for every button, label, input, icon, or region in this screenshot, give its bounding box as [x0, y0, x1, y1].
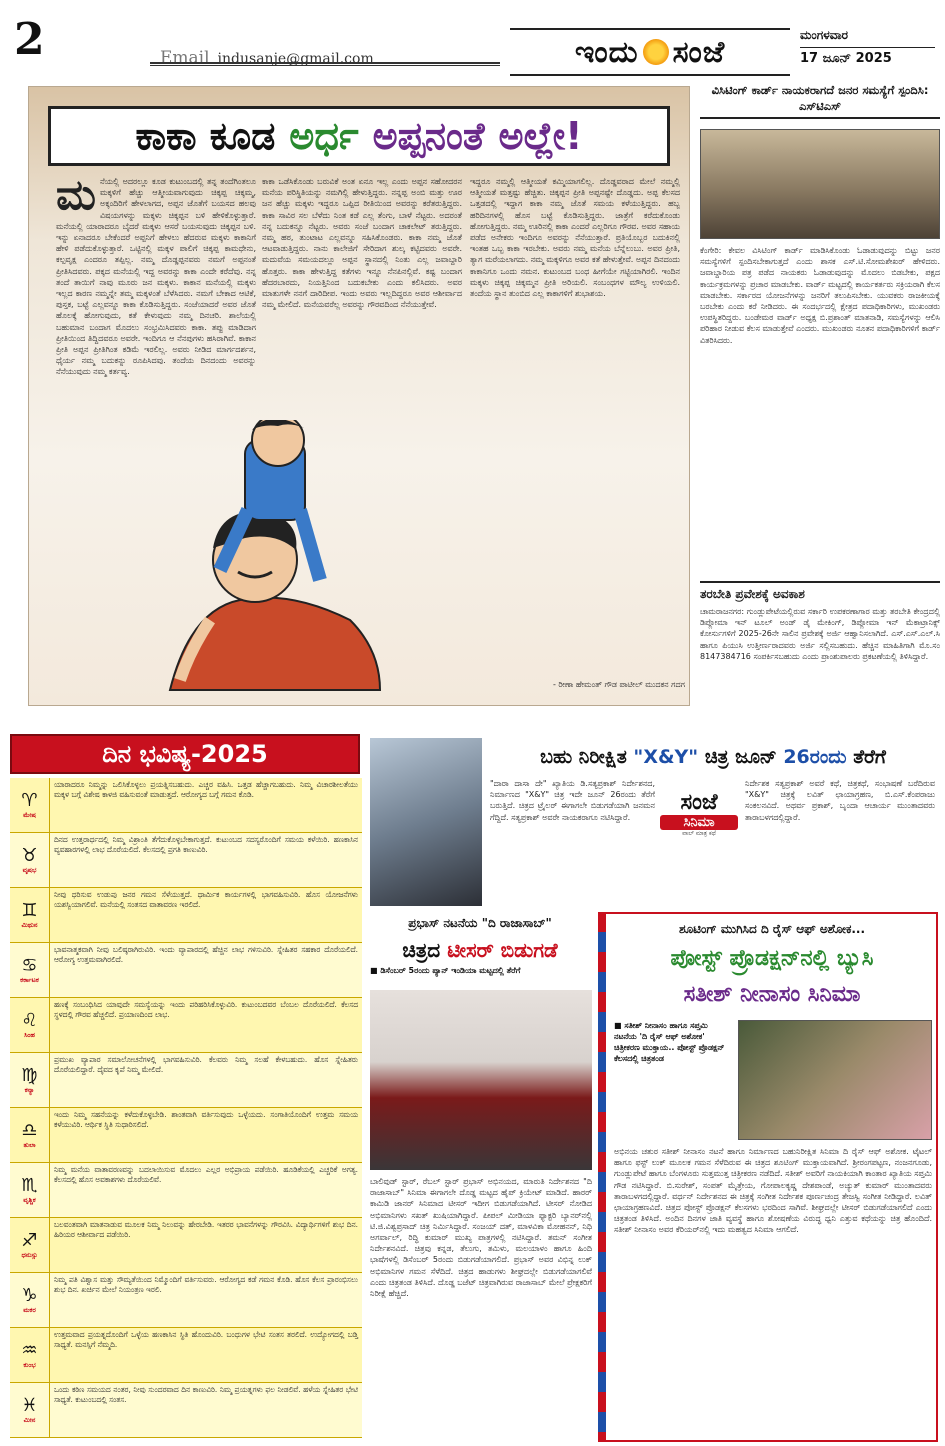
zodiac-glyph: ♒	[21, 1339, 38, 1361]
zodiac-name: ವೃಷಭ	[22, 865, 37, 874]
prabhas-bullet: ■ ಡಿಸೆಂಬರ್ 5ರಂದು ಪ್ಯಾನ್ ಇಂಡಿಯಾ ಮಟ್ಟದಲ್ಲಿ ತೆರೆಗೆ	[370, 966, 521, 975]
headline-part-1: ಕಾಕಾ ಕೂಡ	[135, 113, 276, 158]
horoscope-row	[10, 1218, 362, 1273]
logo-top: ಸಂಜೆ	[680, 790, 718, 815]
xy-head-e: ತೆರೆಗೆ	[853, 746, 886, 768]
horoscope-row	[10, 1163, 362, 1218]
logo-mid: ಸಿನಿಮಾ	[660, 815, 738, 830]
sun-logo-icon	[643, 39, 669, 65]
horoscope-row	[10, 943, 362, 998]
right-column	[700, 82, 940, 706]
zodiac-glyph: ♌	[21, 1009, 38, 1031]
ashoka-bullet: ■ ಸತೀಶ್ ನೀನಾಸಂ ಹಾಗೂ ಸಪ್ತಮಿ ನಟನೆಯ 'ದಿ ರೈಸ್ ಆಫ್ ಅಶೋಕ' ಚಿತ್ರೀಕರಣ ಮುಕ್ತಾಯ.. ಪೋಸ್ಟ್ ಪ್ರೊಡಕ್ಷನ್ ಕೆಲಸದಲ್ಲಿ ಚಿತ್ರತಂಡ	[614, 1021, 725, 1063]
divider	[700, 581, 940, 583]
horoscope-row	[10, 1328, 362, 1383]
zodiac-icon	[10, 1053, 50, 1107]
prabhas-kicker: ಪ್ರಭಾಸ್ ನಟನೆಯ "ದಿ ರಾಜಾಸಾಬ್"	[408, 916, 552, 930]
lead-col1-text: ನೆಯಲ್ಲಿ ಅದರಲ್ಲೂ ಕೂಡ ಕುಟುಂಬದಲ್ಲಿ ತನ್ನ ತಂದೆಗಿಂತಲೂ ಮಕ್ಕಳಿಗೆ ಹೆಚ್ಚು ಆತ್ಮೀಯವಾಗುವುದು ಚಿಕ್ಕಪ್ಪ ಚಿಕ್ಕಮ್ಮ, ಅಕ್ಕಂದಿರಿಗೆ ಹೇಳಲಾಗದ, ಅಪ್ಪನ ಜೊತೆಗೆ ಬಯಸದ ಹಲವು ವಿಷಯಗಳನ್ನು ಮಕ್ಕಳು ಚಿಕ್ಕಪ್ಪನ ಬಳಿ ಹೇಳಿಕೊಳ್ಳುತ್ತಾರೆ. ಮನೆಯಲ್ಲಿ ಯಾರಾದರೂ ಬೈದರೆ ಮಕ್ಕಳು ಆಸರೆ ಬಯಸುವುದು ಚಿಕ್ಕಪ್ಪನ ಬಳಿ. ಇನ್ನು ಏನಾದರೂ ಬೇಕೆಂದರೆ ಅಪ್ಪನಿಗೆ ಹೇಳಲು ಹೆದರುವ ಮಕ್ಕಳು ಕಾಕಾನಿಗೆ ಹೇಳಿ ಪಡೆದುಕೊಳ್ಳುತ್ತಾರೆ. ಒಟ್ಟಿನಲ್ಲಿ ಮಕ್ಕಳ ಪಾಲಿಗೆ ಚಿಕ್ಕಪ್ಪ ಕಾಮಧೇನು, ಕಲ್ಪವೃಕ್ಷ ಎಂದರೂ ತಪ್ಪಿಲ್ಲ. ನಮ್ಮ ದೊಡ್ಡಪ್ಪನವರು ನಮಗೆ ಅಪ್ಪನಂತೆ ಪ್ರೀತಿಸಿದವರು. ಪಕ್ಕದ ಮನೆಯಲ್ಲಿ ಇದ್ದ ಅವರನ್ನು ಕಾಕಾ ಎಂದೇ ಕರೆದೆವು. ನನ್ನ ತಂದೆ ತಾಯಿಗೆ ನಾವು ಮೂರು ಜನ ಮಕ್ಕಳು. ಕಾಕಾನ ಮನೆಯಲ್ಲಿ ಮಕ್ಕಳು ಇಲ್ಲದ ಕಾರಣ ನಮ್ಮನ್ನೇ ತಮ್ಮ ಮಕ್ಕಳಂತೆ ಬೆಳೆಸಿದರು. ನಮಗೆ ಬೇಕಾದ ಆಟಿಕೆ, ಪುಸ್ತಕ, ಬಟ್ಟೆ ಎಲ್ಲವನ್ನೂ ಕಾಕಾ ಕೊಡಿಸುತ್ತಿದ್ದರು. ಸಂಜೆಯಾದರೆ ಅವರ ಜೊತೆ ಹೊಲಕ್ಕೆ ಹೋಗುವುದು, ಕತೆ ಕೇಳುವುದು ನಮ್ಮ ದಿನಚರಿ. ಶಾಲೆಯಲ್ಲಿ ಬಹುಮಾನ ಬಂದಾಗ ಮೊದಲು ಸಂಭ್ರಮಿಸಿದವರು ಕಾಕಾ. ತಪ್ಪು ಮಾಡಿದಾಗ ಪ್ರೀತಿಯಿಂದ ತಿದ್ದಿದವರೂ ಅವರೇ. ಇಂದಿಗೂ ಆ ನೆನಪುಗಳು ಹಸಿರಾಗಿವೆ. ಕಾಕಾನ ಪ್ರೀತಿ ಅಪ್ಪನ ಪ್ರೀತಿಗಿಂತ ಕಡಿಮೆ ಇರಲಿಲ್ಲ. ಅವರು ನೀಡಿದ ಮಾರ್ಗದರ್ಶನ, ಧೈರ್ಯ ನಮ್ಮ ಬದುಕನ್ನು ರೂಪಿಸಿದವು. ತಂದೆಯ ದಿನದಂದು ಅವರನ್ನು ನೆನೆಯುವುದು ನಮ್ಮ ಕರ್ತವ್ಯ.	[56, 177, 256, 377]
sanje-cinema-logo	[660, 790, 738, 860]
prabhas-head-a: ಚಿತ್ರದ	[402, 938, 441, 962]
zodiac-name: ಸಿಂಹ	[24, 1030, 35, 1039]
zodiac-icon	[10, 1108, 50, 1162]
training-headline: ತರಬೇತಿ ಪ್ರವೇಶಕ್ಕೆ ಅವಕಾಶ	[700, 587, 805, 601]
prabhas-head-b: ಟೀಸರ್ ಬಿಡುಗಡೆ	[447, 938, 558, 962]
prabhas-body: ಬಾಲಿವುಡ್ ಸ್ಟಾರ್, ರೆಬಲ್ ಸ್ಟಾರ್ ಪ್ರಭಾಸ್ ಅಭಿನಯದ, ಮಾರುತಿ ನಿರ್ದೇಶನದ "ದಿ ರಾಜಾಸಾಬ್" ಸಿನಿಮಾ ಈಗಾಗಲೇ ದೊಡ್ಡ ಮಟ್ಟದ ಹೈಪ್ ಕ್ರಿಯೇಟ್ ಮಾಡಿದೆ. ಹಾರರ್ ಕಾಮಿಡಿ ಜಾನರ್ ಸಿನಿಮಾದ ಟೀಸರ್ ಇದೀಗ ಬಿಡುಗಡೆಯಾಗಿದೆ. ಟೀಸರ್ ನೋಡಿದ ಅಭಿಮಾನಿಗಳು ಸಖತ್ ಖುಷಿಯಾಗಿದ್ದಾರೆ. ಪೀಪಲ್ ಮೀಡಿಯಾ ಫ್ಯಾಕ್ಟರಿ ಬ್ಯಾನರ್‌ನಲ್ಲಿ ಟಿ.ಜಿ.ವಿಶ್ವಪ್ರಸಾದ್ ಚಿತ್ರ ನಿರ್ಮಿಸಿದ್ದಾರೆ. ಸಂಜಯ್ ದತ್, ಮಾಳವಿಕಾ ಮೋಹನನ್, ನಿಧಿ ಅಗರ್ವಾಲ್, ರಿದ್ಧಿ ಕುಮಾರ್ ಮುಖ್ಯ ಪಾತ್ರಗಳಲ್ಲಿ ನಟಿಸಿದ್ದಾರೆ. ತಮನ್ ಸಂಗೀತ ನಿರ್ದೇಶನವಿದೆ. ಚಿತ್ರವು ಕನ್ನಡ, ತೆಲುಗು, ತಮಿಳು, ಮಲಯಾಳಂ ಹಾಗೂ ಹಿಂದಿ ಭಾಷೆಗಳಲ್ಲಿ ಡಿಸೆಂಬರ್ 5ರಂದು ಬಿಡುಗಡೆಯಾಗಲಿದೆ. ಪ್ರಭಾಸ್ ಅವರ ವಿಭಿನ್ನ ಲುಕ್ ಅಭಿಮಾನಿಗಳ ಗಮನ ಸೆಳೆದಿದೆ. ಚಿತ್ರದ ಹಾಡುಗಳು ಶೀಘ್ರದಲ್ಲೇ ಬಿಡುಗಡೆಯಾಗಲಿವೆ ಎಂದು ಚಿತ್ರತಂಡ ತಿಳಿಸಿದೆ. ದೊಡ್ಡ ಬಜೆಟ್ ಚಿತ್ರವಾಗಿರುವ ರಾಜಾಸಾಬ್ ಮೇಲೆ ಪ್ರೇಕ್ಷಕರಿಗೆ ನಿರೀಕ್ಷೆ ಹೆಚ್ಚಿದೆ.	[370, 1177, 592, 1299]
zodiac-glyph: ♏	[21, 1174, 38, 1196]
zodiac-icon	[10, 1163, 50, 1217]
zodiac-name: ಧನುಸ್ಸು	[21, 1250, 38, 1259]
xy-headline	[488, 744, 938, 770]
zodiac-icon	[10, 888, 50, 942]
zodiac-name: ಮೇಷ	[23, 810, 36, 819]
headline-part-4: ಅಲ್ಲೇ!	[498, 113, 583, 158]
event-photo	[700, 129, 940, 239]
horoscope-row	[10, 888, 362, 943]
masthead-right: ಸಂಜೆ	[672, 34, 726, 70]
zodiac-name: ಮೀನ	[23, 1415, 36, 1424]
date-box	[800, 28, 935, 76]
horoscope-row	[10, 998, 362, 1053]
horoscope-row	[10, 778, 362, 833]
zodiac-glyph: ♈	[21, 789, 38, 811]
zodiac-glyph: ♉	[21, 844, 38, 866]
masthead-left: ಇಂದು	[574, 34, 639, 70]
horoscope-text: ನೀವು ಧರಿಸುವ ಉಡುಪು ಜನರ ಗಮನ ಸೆಳೆಯುತ್ತದೆ. ಧಾರ್ಮಿಕ ಕಾರ್ಯಗಳಲ್ಲಿ ಭಾಗವಹಿಸುವಿರಿ. ಹೊಸ ಯೋಜನೆಗಳು ಯಶಸ್ವಿಯಾಗಲಿವೆ. ಮನೆಯಲ್ಲಿ ಸಂತಸದ ವಾತಾವರಣ ಇರಲಿದೆ.	[54, 890, 358, 909]
zodiac-name: ತುಲಾ	[23, 1140, 36, 1149]
headline-part-3: ಅಪ್ಪನಂತೆ	[372, 113, 485, 158]
email-address[interactable]: indusanje@gmail.com	[217, 51, 374, 67]
ashoka-headline-1: ಪೋಸ್ಟ್ ಪ್ರೊಡಕ್ಷನ್‌ನಲ್ಲಿ ಬ್ಯುಸಿ	[670, 946, 874, 971]
zodiac-name: ಕನ್ಯಾ	[24, 1085, 35, 1094]
lead-signature: - ರೀಣಾ ಹೇಮಂತ್ ಗೌಡ ಪಾಟೀಲ್ ಮುದಕನ ಗದಗ	[553, 680, 685, 689]
ashoka-kicker: ಶೂಟಿಂಗ್ ಮುಗಿಸಿದ ದಿ ರೈಸ್ ಆಫ್ ಅಶೋಕ...	[678, 922, 866, 936]
zodiac-glyph: ♋	[21, 954, 38, 976]
email-label: Email	[160, 48, 210, 68]
horoscope-row	[10, 1383, 362, 1438]
horoscope-text: ಹಣಕ್ಕೆ ಸಂಬಂಧಿಸಿದ ಯಾವುದೇ ಸಮಸ್ಯೆಯನ್ನು ಇಂದು ಪರಿಹರಿಸಿಕೊಳ್ಳುವಿರಿ. ಕುಟುಂಬದವರ ಬೆಂಬಲ ದೊರೆಯಲಿದೆ. ಕೆಲಸದ ಸ್ಥಳದಲ್ಲಿ ಗೌರವ ಹೆಚ್ಚಲಿದೆ. ಪ್ರಯಾಣದಿಂದ ಲಾಭ.	[54, 1000, 358, 1019]
zodiac-icon	[10, 833, 50, 887]
training-body: ಚಾಮರಾಜನಗರ: ಗುಂಡ್ಲುಪೇಟೆಯಲ್ಲಿರುವ ಸರ್ಕಾರಿ ಉಪಕರಣಾಗಾರ ಮತ್ತು ತರಬೇತಿ ಕೇಂದ್ರದಲ್ಲಿ ಡಿಪ್ಲೋಮಾ ಇನ್ ಟೂಲ್ ಅಂಡ್ ಡೈ ಮೇಕಿಂಗ್, ಡಿಪ್ಲೋಮಾ ಇನ್ ಮೆಕಾಟ್ರಾನಿಕ್ಸ್ ಕೋರ್ಸುಗಳಿಗೆ 2025-26ನೇ ಸಾಲಿನ ಪ್ರವೇಶಕ್ಕೆ ಅರ್ಜಿ ಆಹ್ವಾನಿಸಲಾಗಿದೆ. ಎಸ್.ಎಸ್.ಎಲ್.ಸಿ ಹಾಗೂ ಪಿಯುಸಿ ಉತ್ತೀರ್ಣರಾದವರು ಅರ್ಜಿ ಸಲ್ಲಿಸಬಹುದು. ಹೆಚ್ಚಿನ ಮಾಹಿತಿಗಾಗಿ ಮೊ.ಸಂ 8147384716 ಸಂಪರ್ಕಿಸಬಹುದು ಎಂದು ಪ್ರಾಂಶುಪಾಲರು ಪ್ರಕಟಣೆಯಲ್ಲಿ ತಿಳಿಸಿದ್ದಾರೆ.	[700, 607, 940, 661]
drop-cap: ಮ	[56, 176, 96, 219]
lead-headline	[48, 106, 670, 166]
masthead	[510, 28, 790, 76]
lead-column-3	[470, 176, 680, 676]
horoscope-text: ಬಲವಂತವಾಗಿ ಮಾತನಾಡುವ ಮೂಲಕ ನಿಮ್ಮ ನಿಲುವನ್ನು ಹೇರಬೇಡಿ. ಇತರರ ಭಾವನೆಗಳನ್ನು ಗೌರವಿಸಿ. ವಿದ್ಯಾರ್ಥಿಗಳಿಗೆ ಶುಭ ದಿನ. ಹಿರಿಯರ ಆಶೀರ್ವಾದ ಪಡೆಯಿರಿ.	[54, 1220, 358, 1239]
horoscope-title: ದಿನ ಭವಿಷ್ಯ-2025	[10, 734, 360, 774]
zodiac-icon	[10, 1218, 50, 1272]
zodiac-name: ಮಿಥುನ	[21, 920, 38, 929]
horoscope-text: ಉತ್ತಮವಾದ ಪ್ರಯತ್ನದೊಂದಿಗೆ ಒಳ್ಳೆಯ ಹಣಕಾಸಿನ ಸ್ಥಿತಿ ಹೊಂದುವಿರಿ. ಬಂಧುಗಳ ಭೇಟಿ ಸಂತಸ ತರಲಿದೆ. ಉದ್ಯೋಗದಲ್ಲಿ ಬಡ್ತಿ ಸಾಧ್ಯತೆ. ಮನಸ್ಸಿಗೆ ನೆಮ್ಮದಿ.	[54, 1330, 358, 1349]
zodiac-glyph: ♊	[21, 899, 38, 921]
horoscope-text: ಇಂದು ನಿಮ್ಮ ಸಹನೆಯನ್ನು ಕಳೆದುಕೊಳ್ಳಬೇಡಿ. ಶಾಂತವಾಗಿ ವರ್ತಿಸುವುದು ಒಳ್ಳೆಯದು. ಸಂಗಾತಿಯೊಂದಿಗೆ ಉತ್ತಮ ಸಮಯ ಕಳೆಯುವಿರಿ. ಆರ್ಥಿಕ ಸ್ಥಿತಿ ಸುಧಾರಿಸಲಿದೆ.	[54, 1110, 358, 1129]
xy-head-b: "X&Y"	[633, 746, 699, 768]
headline-part-2: ಅರ್ಧ	[289, 113, 359, 158]
decorative-stripe	[598, 912, 606, 1442]
horoscope-row	[10, 1273, 362, 1328]
xy-col2: ನಿರ್ದೇಶಕ ಸತ್ಯಪ್ರಕಾಶ್ ಅವರೆ ಕಥೆ, ಚಿತ್ರಕಥೆ, ಸಂಭಾಷಣೆ ಬರೆದಿರುವ "X&Y" ಚಿತ್ರಕ್ಕೆ ಲವಿತ್ ಛಾಯಾಗ್ರಹಣ, ಬಿ.ಎಸ್.ಕೆಂಪರಾಜು ಸಂಕಲನವಿದೆ. ಅಥರ್ವ ಪ್ರಕಾಶ್, ಬೃಂದಾ ಆಚಾರ್ಯ ಮುಂತಾದವರು ತಾರಾಬಳಗದಲ್ಲಿದ್ದಾರೆ.	[745, 779, 935, 822]
xy-col1: "ದಾರಾ ದಾಸಾ ದೇ" ಖ್ಯಾತಿಯ ಡಿ.ಸತ್ಯಪ್ರಕಾಶ್ ನಿರ್ದೇಶನದ, ನಿರ್ಮಾಣದ "X&Y" ಚಿತ್ರ ಇದೇ ಜೂನ್ 26ರಂದು ತೆರೆಗೆ ಬರುತ್ತಿದೆ. ಚಿತ್ರದ ಟ್ರೈಲರ್ ಈಗಾಗಲೇ ಬಿಡುಗಡೆಯಾಗಿ ಜನಮನ ಗೆದ್ದಿದೆ. ಸತ್ಯಪ್ರಕಾಶ್ ಅವರೇ ನಾಯಕರಾಗೂ ನಟಿಸಿದ್ದಾರೆ.	[490, 779, 655, 822]
zodiac-icon	[10, 943, 50, 997]
zodiac-name: ವೃಶ್ಚಿಕ	[23, 1195, 36, 1204]
horoscope-list	[10, 778, 362, 1440]
zodiac-glyph: ♓	[21, 1394, 38, 1416]
zodiac-name: ಮಕರ	[23, 1305, 36, 1314]
horoscope-text: ಒಂದು ಕಠಿಣ ಸಮಯದ ನಂತರ, ನೀವು ಸುಂದರವಾದ ದಿನ ಕಾಣುವಿರಿ. ನಿಮ್ಮ ಪ್ರಯತ್ನಗಳು ಫಲ ನೀಡಲಿವೆ. ಹಳೆಯ ಸ್ನೇಹಿತರ ಭೇಟಿ ಸಾಧ್ಯತೆ. ಕುಟುಂಬದಲ್ಲಿ ಸಂತಸ.	[54, 1385, 358, 1404]
ashoka-body: ಅಭಿನಯ ಚತುರ ಸತೀಶ್ ನೀನಾಸಂ ನಟನೆ ಹಾಗೂ ನಿರ್ಮಾಣದ ಬಹುನಿರೀಕ್ಷಿತ ಸಿನಿಮಾ ದಿ ರೈಸ್ ಆಫ್ ಅಶೋಕ. ಟೈಟಲ್ ಹಾಗೂ ಫಸ್ಟ್ ಲುಕ್ ಮೂಲಕ ಗಮನ ಸೆಳೆದಿರುವ ಈ ಚಿತ್ರದ ಶೂಟಿಂಗ್ ಮುಕ್ತಾಯವಾಗಿದೆ. ಶ್ರೀರಂಗಪಟ್ಟಣ, ನಂಜನಗೂಡು, ಗುಂಡ್ಲುಪೇಟೆ ಹಾಗೂ ಬೆಂಗಳೂರು ಸುತ್ತಮುತ್ತ ಚಿತ್ರೀಕರಣ ನಡೆದಿದೆ. ಸತೀಶ್ ಅವರಿಗೆ ನಾಯಕಿಯಾಗಿ ಕಾಂತಾರ ಖ್ಯಾತಿಯ ಸಪ್ತಮಿ ಗೌಡ ನಟಿಸಿದ್ದಾರೆ. ಬಿ.ಸುರೇಶ್, ಸಂಪತ್ ಮೈತ್ರೇಯ, ಗೋಪಾಲಕೃಷ್ಣ ದೇಶಪಾಂಡೆ, ಅಚ್ಯುತ್ ಕುಮಾರ್ ಮುಂತಾದವರು ತಾರಾಬಳಗದಲ್ಲಿದ್ದಾರೆ. ವರ್ಧನ್ ನಿರ್ದೇಶನದ ಈ ಚಿತ್ರಕ್ಕೆ ಸಂಗೀತ ನಿರ್ದೇಶಕ ಪೂರ್ಣಚಂದ್ರ ತೇಜಸ್ವಿ ಸಂಗೀತ ನೀಡಿದ್ದಾರೆ. ಲವಿತ್ ಛಾಯಾಗ್ರಹಣವಿದೆ. ಚಿತ್ರದ ಪೋಸ್ಟ್ ಪ್ರೊಡಕ್ಷನ್ ಕೆಲಸಗಳು ಭರದಿಂದ ಸಾಗಿವೆ. ಶೀಘ್ರದಲ್ಲೇ ಟೀಸರ್ ಬಿಡುಗಡೆಯಾಗಲಿದೆ ಎಂದು ಚಿತ್ರತಂಡ ತಿಳಿಸಿದೆ. ಅಂದಿನ ದಿನಗಳ ಜಾತಿ ವ್ಯವಸ್ಥೆ ಹಾಗೂ ಶೋಷಣೆಯ ವಿರುದ್ಧ ಧ್ವನಿ ಎತ್ತುವ ಕಥೆಯನ್ನು ಚಿತ್ರ ಹೊಂದಿದೆ. ಸತೀಶ್ ನೀನಾಸಂ ಅವರ ಕೆರಿಯರ್‌ನಲ್ಲಿ ಇದು ಮಹತ್ವದ ಸಿನಿಮಾ ಆಗಲಿದೆ.	[614, 1147, 932, 1235]
horoscope-row	[10, 1108, 362, 1163]
issue-date: 17 ಜೂನ್ 2025	[800, 47, 935, 66]
header-rule	[150, 62, 500, 66]
right-top-body: ಕೆಂಗೇರಿ: ಕೇವಲ ವಿಸಿಟಿಂಗ್ ಕಾರ್ಡ್ ಮಾಡಿಸಿಕೊಂಡು ಓಡಾಡುವುದನ್ನು ಬಿಟ್ಟು ಜನರ ಸಮಸ್ಯೆಗಳಿಗೆ ಸ್ಪಂದಿಸಬೇಕಾಗುತ್ತದೆ ಎಂದು ಶಾಸಕ ಎಸ್.ಟಿ.ಸೋಮಶೇಖರ್ ಹೇಳಿದರು. ಜವಾಬ್ದಾರಿಯ ಪತ್ರ ಪಡೆದ ನಾಯಕರು ಓಡಾಡುವುದನ್ನು ಮೊದಲು ಬಿಡಬೇಕು, ಪಕ್ಷದ ಕಾರ್ಯಕ್ರಮಗಳನ್ನು ಪ್ರಚಾರ ಮಾಡಬೇಕು. ವಾರ್ಡ್ ಮಟ್ಟದಲ್ಲಿ ಕಾರ್ಯಕರ್ತರು ಸಕ್ರಿಯರಾಗಿ ಕೆಲಸ ಮಾಡಬೇಕು. ಸರ್ಕಾರದ ಯೋಜನೆಗಳನ್ನು ಜನರಿಗೆ ತಲುಪಿಸಬೇಕು. ಯುವಕರು ರಾಜಕೀಯಕ್ಕೆ ಬರಬೇಕು ಎಂದು ಕರೆ ನೀಡಿದರು. ಈ ಸಂದರ್ಭದಲ್ಲಿ ಕ್ಷೇತ್ರದ ಪದಾಧಿಕಾರಿಗಳು, ಮುಖಂಡರು ಉಪಸ್ಥಿತರಿದ್ದರು. ಬಂಡೇಮಠ ವಾರ್ಡ್ ಅಧ್ಯಕ್ಷ ಬಿ.ಪ್ರಶಾಂತ್ ಮಾತನಾಡಿ, ಸಮಸ್ಯೆಗಳನ್ನು ಆಲಿಸಿ ಪರಿಹಾರ ನೀಡುವ ಕೆಲಸ ಮಾಡುತ್ತೇವೆ ಎಂದರು. ಮುಖಂಡರು ನೂತನ ಪದಾಧಿಕಾರಿಗಳಿಗೆ ಕಾರ್ಡ್ ವಿತರಿಸಿದರು.	[700, 246, 940, 345]
father-child-illustration	[150, 420, 390, 700]
xy-head-a: ಬಹು ನಿರೀಕ್ಷಿತ	[540, 746, 627, 768]
zodiac-name: ಕುಂಭ	[23, 1360, 36, 1369]
actor-photo	[370, 738, 482, 906]
zodiac-icon	[10, 1328, 50, 1382]
horoscope-row	[10, 833, 362, 888]
right-top-headline: ವಿಸಿಟಿಂಗ್ ಕಾರ್ಡ್ ನಾಯಕರಾಗದೆ ಜನರ ಸಮಸ್ಯೆಗೆ ಸ್ಪಂದಿಸಿ: ಎಸ್‌ಟಿಎಸ್	[700, 82, 940, 119]
zodiac-icon	[10, 1273, 50, 1327]
ashoka-still-photo	[738, 1020, 932, 1140]
xy-head-d: 26ರಂದು	[783, 746, 847, 768]
horoscope-row	[10, 1053, 362, 1108]
zodiac-name: ಕರ್ಕಾಟಕ	[20, 975, 39, 984]
ashoka-headline-2: ಸತೀಶ್ ನೀನಾಸಂ ಸಿನಿಮಾ	[683, 982, 861, 1007]
zodiac-glyph: ♑	[21, 1284, 38, 1306]
horoscope-text: ದಿನದ ಉತ್ತರಾರ್ಧದಲ್ಲಿ ನಿಮ್ಮ ವಿಶ್ರಾಂತಿ ತೆಗೆದುಕೊಳ್ಳಬೇಕಾಗುತ್ತದೆ. ಕುಟುಂಬದ ಸದಸ್ಯರೊಂದಿಗೆ ಸಮಯ ಕಳೆಯಿರಿ. ಹಣಕಾಸಿನ ವ್ಯವಹಾರಗಳಲ್ಲಿ ಲಾಭ ದೊರೆಯಲಿದೆ. ಕೆಲಸದಲ್ಲಿ ಪ್ರಗತಿ ಕಾಣುವಿರಿ.	[54, 835, 358, 854]
horoscope-text: ಯಾರಾದರೂ ನಿಮ್ಮನ್ನು ಒಲಿಸಿಕೊಳ್ಳಲು ಪ್ರಯತ್ನಿಸಬಹುದು. ಎಚ್ಚರ ವಹಿಸಿ. ಒತ್ತಡ ಹೆಚ್ಚಾಗಬಹುದು. ನಿಮ್ಮ ವಿಚಾರಶೀಲತೆಯು ಮಕ್ಕಳ ಬಗ್ಗೆ ವಿಶೇಷ ಕಾಳಜಿ ವಹಿಸುವಂತೆ ಮಾಡುತ್ತದೆ. ಆರೋಗ್ಯದ ಬಗ್ಗೆ ಗಮನ ಕೊಡಿ.	[54, 780, 358, 799]
lead-col2-text: ಕಾಕಾ ಒಡೆಸಿಕೊಂಡು ಬರುವಿಕೆ ಅಂತ ಏನೂ ಇಲ್ಲ ಎಂದು ಅಪ್ಪನ ಸಹೋದರನ ಮನೆಯ ಪರಿಸ್ಥಿತಿಯನ್ನು ನಮಗಿಲ್ಲಿ ಹೇಳುತ್ತಿದ್ದರು. ನನ್ನಪ್ಪ ಅಂಬಿ ಮತ್ತು ಊರ ಜನ ಹೆಚ್ಚು ಮಕ್ಕಳು ಇದ್ದರೂ ಒಪ್ಪಿದ ರೀತಿಯಿಂದ ಅವರನ್ನು ಕರೆತರುತ್ತಿದ್ದರು. ಕಾಕಾ ಸಾವಿರ ಸಲ ಬೆಳೆದು ನಿಂತ ಕಡೆ ಎಲ್ಲ ತೆಂಗು, ಬಾಳೆ ನೆಟ್ಟರು. ಅದರಂತೆ ನನ್ನ ಬದುಕನ್ನೂ ನೆಟ್ಟರು. ಅವರು ಸಂಜೆ ಬಂದಾಗ ಚಾಕಲೇಟ್ ತರುತ್ತಿದ್ದರು. ನಮ್ಮ ಹಠ, ತುಂಟಾಟ ಎಲ್ಲವನ್ನೂ ಸಹಿಸಿಕೊಂಡರು. ಕಾಕಾ ನಮ್ಮ ಜೊತೆ ಆಟವಾಡುತ್ತಿದ್ದರು. ನಾನು ಕಾಲೇಜಿಗೆ ಸೇರಿದಾಗ ಶುಲ್ಕ ಕಟ್ಟಿದವರು ಅವರೇ. ಮದುವೆಯ ಸಮಯದಲ್ಲೂ ಅಪ್ಪನ ಸ್ಥಾನದಲ್ಲಿ ನಿಂತು ಎಲ್ಲ ಜವಾಬ್ದಾರಿ ಹೊತ್ತರು. ಕಾಕಾ ಹೇಳುತ್ತಿದ್ದ ಕತೆಗಳು ಇನ್ನೂ ನೆನಪಿನಲ್ಲಿವೆ. ಕಷ್ಟ ಬಂದಾಗ ಹೆದರಬಾರದು, ನಿಯತ್ತಿನಿಂದ ಬದುಕಬೇಕು ಎಂದು ಕಲಿಸಿದರು. ಅವರ ಮಾತುಗಳೇ ನನಗೆ ದಾರಿದೀಪ. ಇಂದು ಅವರು ಇಲ್ಲದಿದ್ದರೂ ಅವರ ಆಶೀರ್ವಾದ ನಮ್ಮ ಮೇಲಿದೆ. ಮನೆಯವರೆಲ್ಲ ಅವರನ್ನು ಗೌರವದಿಂದ ನೆನೆಯುತ್ತೇವೆ.	[262, 177, 462, 310]
horoscope-text: ನಿಮ್ಮ ಪತಿ ವಿಶ್ವಾಸ ಮತ್ತು ಸೌಮ್ಯತೆಯಿಂದ ನಿಮ್ಮೊಂದಿಗೆ ವರ್ತಿಸುವರು. ಆರೋಗ್ಯದ ಕಡೆ ಗಮನ ಕೊಡಿ. ಹೊಸ ಕೆಲಸ ಪ್ರಾರಂಭಿಸಲು ಶುಭ ದಿನ. ಖರ್ಚಿನ ಮೇಲೆ ನಿಯಂತ್ರಣ ಇರಲಿ.	[54, 1275, 358, 1294]
xy-head-c: ಚಿತ್ರ ಜೂನ್	[704, 746, 777, 768]
horoscope-text: ಭಾವನಾತ್ಮಕವಾಗಿ ನೀವು ಬಲಿಷ್ಠರಾಗಿರುವಿರಿ. ಇಂದು ವ್ಯಾಪಾರದಲ್ಲಿ ಹೆಚ್ಚಿನ ಲಾಭ ಗಳಿಸುವಿರಿ. ಸ್ನೇಹಿತರ ಸಹಕಾರ ದೊರೆಯಲಿದೆ. ಆರೋಗ್ಯ ಉತ್ತಮವಾಗಿರಲಿದೆ.	[54, 945, 358, 964]
weekday: ಮಂಗಳವಾರ	[800, 28, 849, 42]
page-number: 2	[14, 14, 45, 65]
zodiac-icon	[10, 778, 50, 832]
zodiac-icon	[10, 1383, 50, 1437]
zodiac-glyph: ♐	[21, 1229, 38, 1251]
zodiac-icon	[10, 998, 50, 1052]
teaser-event-photo	[370, 990, 592, 1170]
zodiac-glyph: ♍	[21, 1064, 38, 1086]
horoscope-text: ನಿಮ್ಮ ಮನೆಯ ವಾತಾವರಣವನ್ನು ಬದಲಾಯಿಸುವ ಮೊದಲು ಎಲ್ಲರ ಅಭಿಪ್ರಾಯ ಪಡೆಯಿರಿ. ಹೂಡಿಕೆಯಲ್ಲಿ ಎಚ್ಚರಿಕೆ ಅಗತ್ಯ. ಕೆಲಸದಲ್ಲಿ ಹೊಸ ಅವಕಾಶಗಳು ದೊರೆಯಲಿವೆ.	[54, 1165, 358, 1184]
zodiac-glyph: ♎	[21, 1119, 38, 1141]
prabhas-headline	[370, 938, 590, 962]
lead-col3-text: ಇದ್ದರೂ ನಮ್ಮಲ್ಲಿ ಆತ್ಮೀಯತೆ ಕಮ್ಮಿಯಾಗಲಿಲ್ಲ. ದೊಡ್ಡವರಾದ ಮೇಲೆ ನಮ್ಮಲ್ಲಿ ಆತ್ಮೀಯತೆ ಮತ್ತಷ್ಟು ಹೆಚ್ಚಿತು. ಚಿಕ್ಕಪ್ಪನ ಪ್ರೀತಿ ಅಪ್ಪನಷ್ಟೇ ದೊಡ್ಡದು. ಅಪ್ಪ ಕೆಲಸದ ಒತ್ತಡದಲ್ಲಿ ಇದ್ದಾಗ ಕಾಕಾ ನಮ್ಮ ಜೊತೆ ಸಮಯ ಕಳೆಯುತ್ತಿದ್ದರು. ಹಬ್ಬ ಹರಿದಿನಗಳಲ್ಲಿ ಹೊಸ ಬಟ್ಟೆ ಕೊಡಿಸುತ್ತಿದ್ದರು. ಜಾತ್ರೆಗೆ ಕರೆದುಕೊಂಡು ಹೋಗುತ್ತಿದ್ದರು. ನಮ್ಮ ಊರಿನಲ್ಲಿ ಕಾಕಾ ಎಂದರೆ ಎಲ್ಲರಿಗೂ ಗೌರವ. ಅವರ ಸಹಾಯ ಪಡೆದ ಅನೇಕರು ಇಂದಿಗೂ ಅವರನ್ನು ನೆನೆಯುತ್ತಾರೆ. ಪ್ರತಿಯೊಬ್ಬರ ಬದುಕಿನಲ್ಲಿ ಇಂತಹ ಒಬ್ಬ ಕಾಕಾ ಇರಬೇಕು. ಅವರು ನಮ್ಮ ಮನೆಯ ಬೆನ್ನೆಲುಬು. ಅವರ ಪ್ರೀತಿ, ತ್ಯಾಗ ಮರೆಯಲಾಗದು. ನಮ್ಮ ಮಕ್ಕಳಿಗೂ ಅವರ ಕತೆ ಹೇಳುತ್ತೇವೆ. ಅಪ್ಪನ ದಿನದಂದು ಕಾಕಾನಿಗೂ ಒಂದು ನಮನ. ಕುಟುಂಬದ ಬಂಧ ಹೀಗೆಯೇ ಗಟ್ಟಿಯಾಗಿರಲಿ. ಇಂದಿನ ಮಕ್ಕಳು ಚಿಕ್ಕಪ್ಪ ಚಿಕ್ಕಮ್ಮನ ಪ್ರೀತಿ ಅರಿಯಲಿ. ಸಂಬಂಧಗಳ ಮೌಲ್ಯ ಉಳಿಯಲಿ. ತಂದೆಯ ಸ್ಥಾನ ತುಂಬಿದ ಎಲ್ಲ ಕಾಕಾಗಳಿಗೆ ಶುಭಾಶಯ.	[470, 177, 680, 299]
logo-sub: ವಾಲ್ ಮಾತ್ರ ಕಥೆ	[682, 830, 716, 837]
horoscope-text: ಪ್ರಮುಖ ವ್ಯಾಪಾರ ಸಮಾಲೋಚನೆಗಳಲ್ಲಿ ಭಾಗವಹಿಸುವಿರಿ. ಕೆಲವರು ನಿಮ್ಮ ಸಲಹೆ ಕೇಳಬಹುದು. ಹೊಸ ಸ್ನೇಹಿತರು ದೊರೆಯಲಿದ್ದಾರೆ. ದೈವದ ಕೃಪೆ ನಿಮ್ಮ ಮೇಲಿದೆ.	[54, 1055, 358, 1074]
